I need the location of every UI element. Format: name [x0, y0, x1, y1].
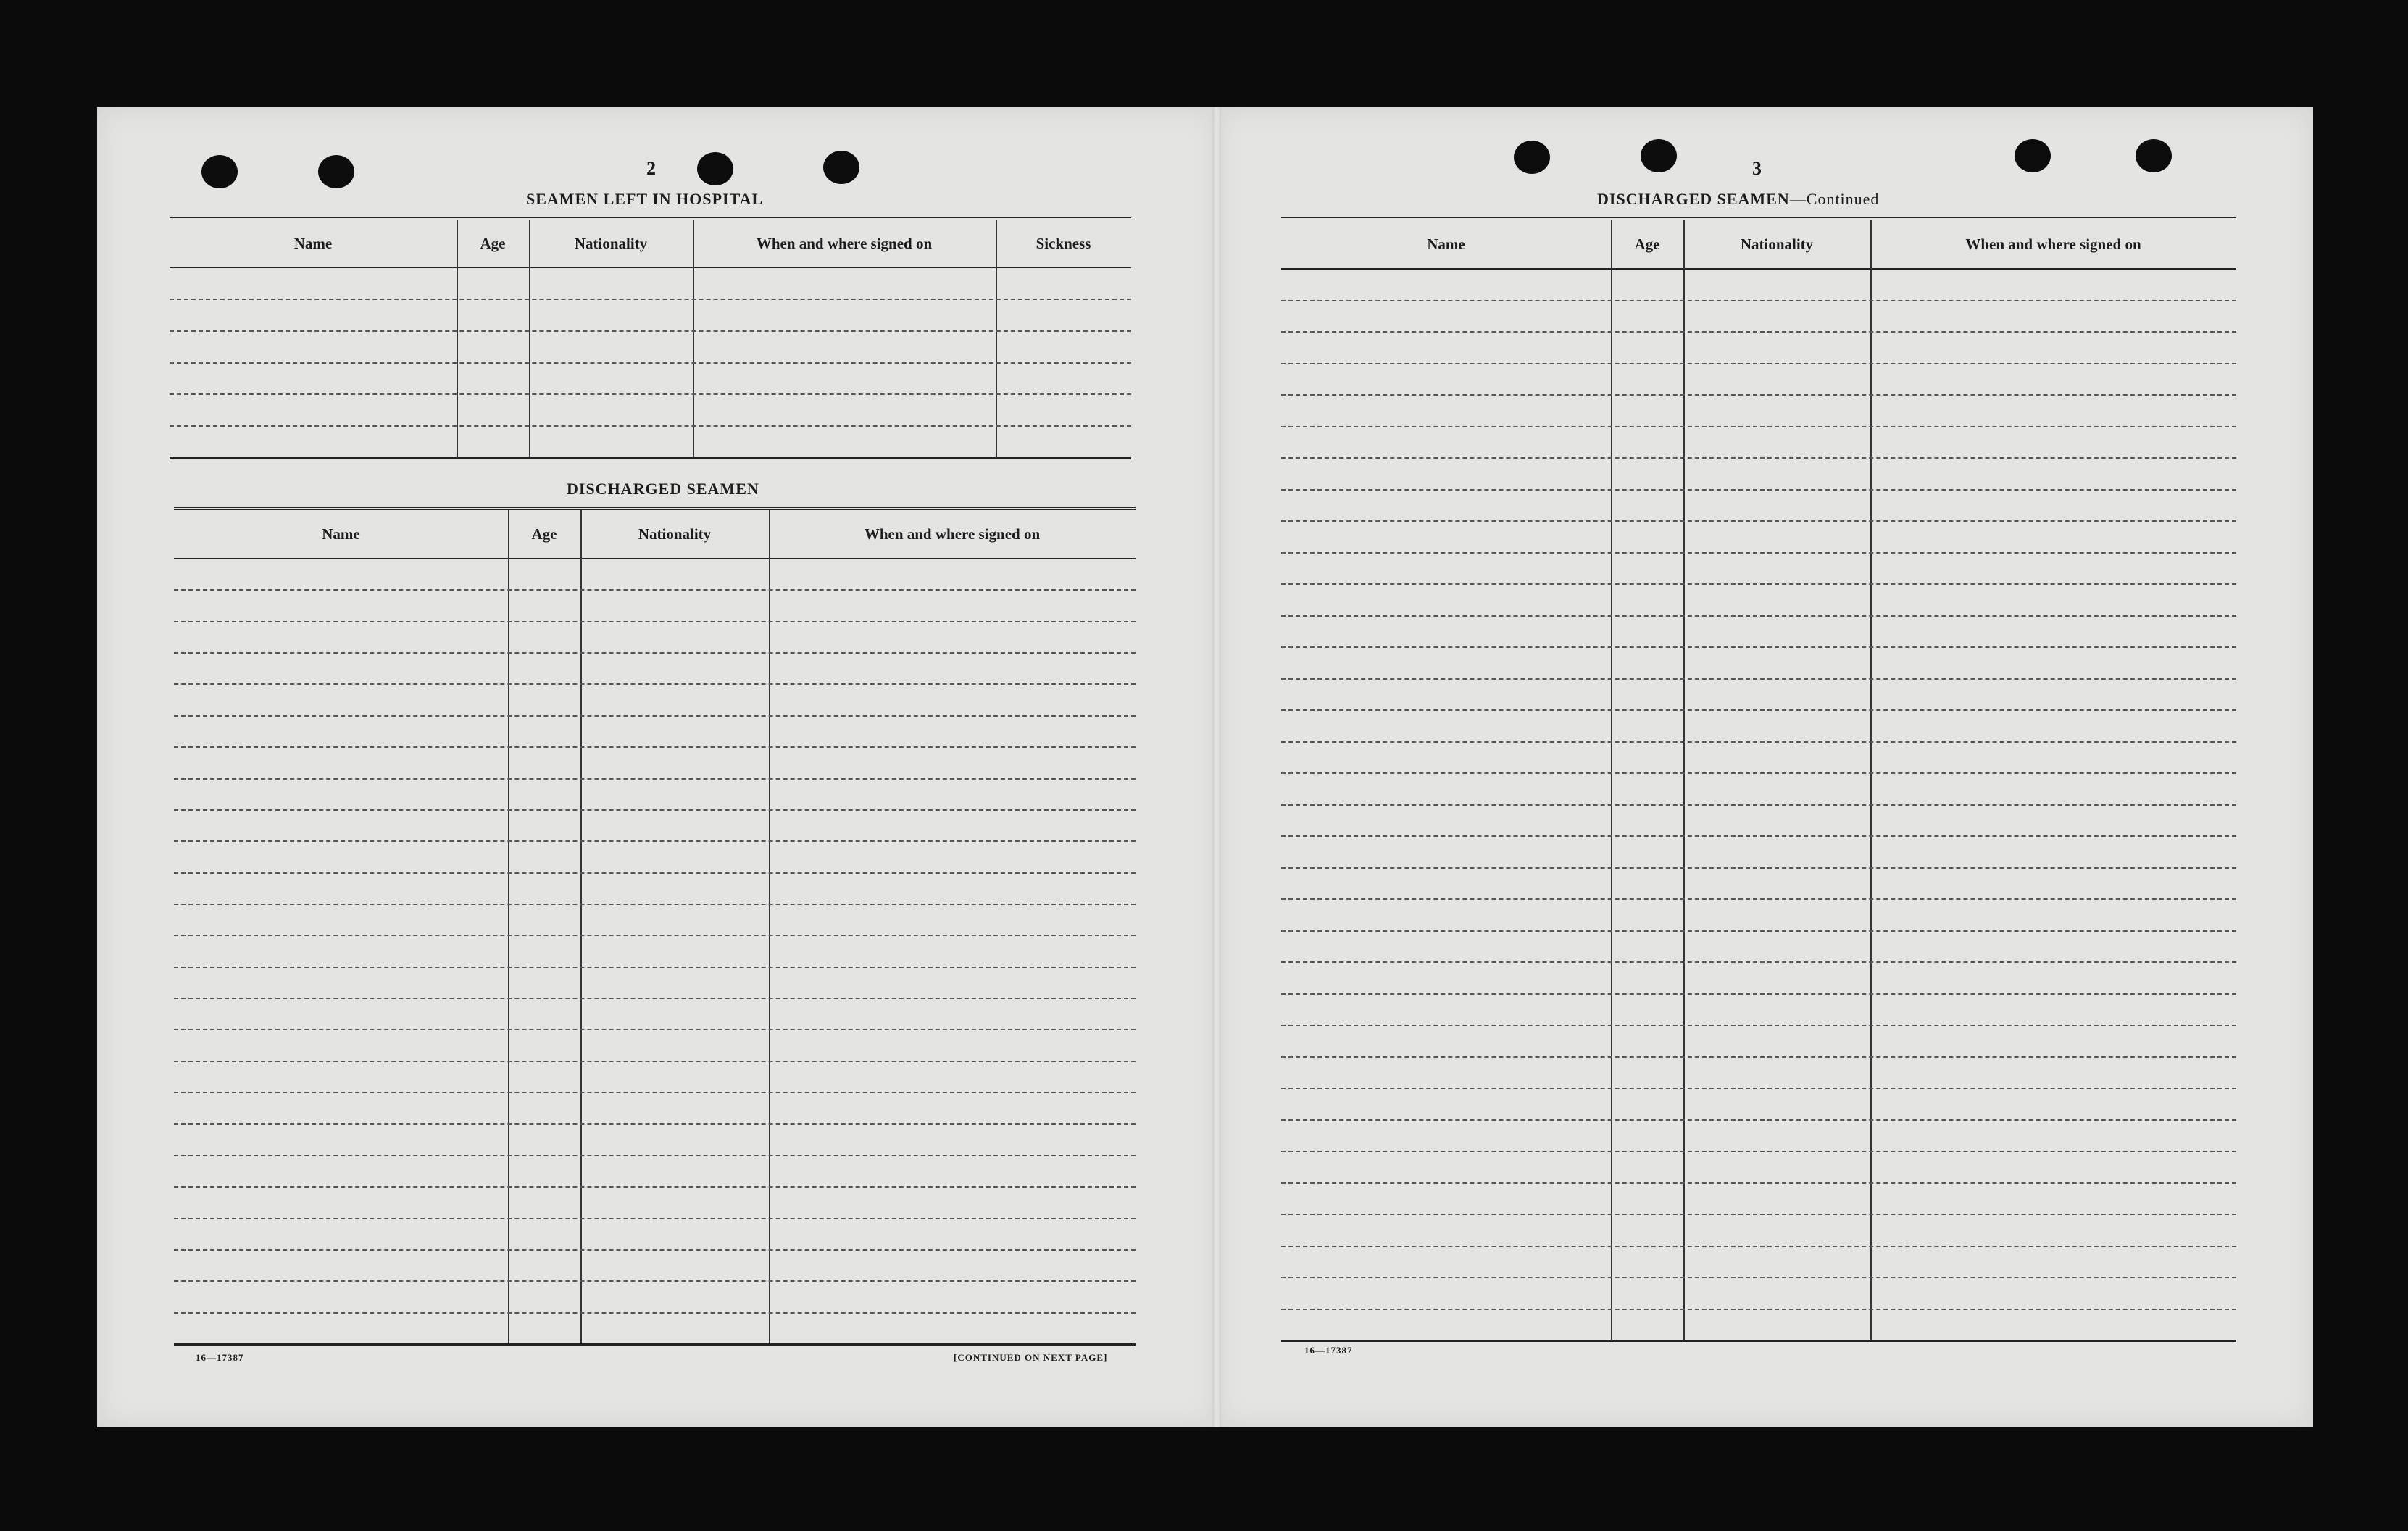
row-rule: [1281, 1246, 2236, 1247]
row-rule: [1281, 457, 2236, 459]
row-rule: [1281, 615, 2236, 617]
column-divider: [457, 220, 458, 457]
row-rule: [1281, 1025, 2236, 1026]
column-divider: [1870, 220, 1872, 1340]
column-divider: [1611, 220, 1612, 1340]
punch-hole: [823, 151, 859, 184]
column-header-name: Name: [322, 525, 360, 543]
continued-note: [CONTINUED ON NEXT PAGE]: [954, 1352, 1108, 1363]
row-rule: [1281, 489, 2236, 491]
row-rule: [1281, 646, 2236, 648]
punch-hole: [2136, 139, 2172, 172]
row-rule: [1281, 1151, 2236, 1152]
row-rule: [1281, 426, 2236, 427]
discharged-continued-title: [1597, 190, 1879, 209]
row-rule: [174, 715, 1136, 717]
row-rule: [1281, 1088, 2236, 1089]
row-rule: [1281, 331, 2236, 333]
row-rule: [174, 1123, 1136, 1125]
column-header-age: Age: [480, 234, 506, 252]
column-header-sickness: Sickness: [1036, 234, 1091, 252]
punch-hole: [2015, 139, 2051, 172]
row-rule: [1281, 1277, 2236, 1278]
section-title-main: DISCHARGED SEAMEN: [1597, 190, 1790, 208]
row-rule: [1281, 520, 2236, 522]
discharged-table-header: [1281, 220, 2236, 270]
row-rule: [1281, 804, 2236, 806]
section-title-suffix: —Continued: [1789, 190, 1880, 208]
row-rule: [1281, 867, 2236, 869]
page-number: 3: [1752, 158, 1762, 179]
column-header-nationality: Nationality: [1740, 235, 1814, 253]
column-header-when-where: When and where signed on: [864, 525, 1041, 543]
form-code: 16—17387: [1304, 1345, 1353, 1356]
page-fold: [1212, 107, 1221, 1427]
row-rule: [174, 1312, 1136, 1314]
column-header-nationality: Nationality: [638, 525, 712, 543]
column-header-nationality: Nationality: [574, 234, 648, 252]
row-rule: [174, 589, 1136, 591]
row-rule: [174, 809, 1136, 811]
column-divider: [996, 220, 997, 457]
row-rule: [1281, 1309, 2236, 1310]
row-rule: [1281, 1214, 2236, 1215]
row-rule: [1281, 1056, 2236, 1058]
discharged-table: [174, 507, 1136, 1346]
row-rule: [1281, 1182, 2236, 1184]
row-rule: [174, 1186, 1136, 1188]
row-rule: [174, 904, 1136, 905]
column-header-when-where: When and where signed on: [756, 234, 933, 252]
row-rule: [174, 778, 1136, 780]
row-rule: [170, 362, 1131, 364]
column-header-name: Name: [1427, 235, 1465, 253]
row-rule: [1281, 993, 2236, 995]
discharged-table: [1281, 217, 2236, 1342]
row-rule: [174, 935, 1136, 936]
column-header-age: Age: [1634, 235, 1660, 253]
row-rule: [1281, 300, 2236, 301]
column-divider: [693, 220, 694, 457]
row-rule: [1281, 678, 2236, 680]
row-rule: [1281, 835, 2236, 837]
row-rule: [174, 1029, 1136, 1030]
row-rule: [1281, 930, 2236, 932]
row-rule: [1281, 741, 2236, 743]
row-rule: [174, 746, 1136, 748]
row-rule: [174, 872, 1136, 874]
row-rule: [1281, 898, 2236, 900]
row-rule: [174, 1092, 1136, 1093]
row-rule: [174, 998, 1136, 999]
row-rule: [1281, 363, 2236, 364]
hospital-table-header: [170, 220, 1131, 268]
form-code: 16—17387: [196, 1352, 244, 1363]
row-rule: [174, 1280, 1136, 1282]
row-rule: [170, 299, 1131, 300]
punch-hole: [697, 152, 733, 185]
punch-hole: [318, 155, 354, 188]
row-rule: [1281, 772, 2236, 774]
row-rule: [174, 1249, 1136, 1251]
punch-hole: [201, 155, 238, 188]
row-rule: [174, 840, 1136, 842]
punch-hole: [1514, 141, 1550, 174]
discharged-section-title: DISCHARGED SEAMEN: [567, 480, 759, 498]
discharged-table-header: [174, 510, 1136, 559]
row-rule: [1281, 394, 2236, 396]
hospital-table: [170, 217, 1131, 459]
hospital-section-title: SEAMEN LEFT IN HOSPITAL: [526, 190, 764, 208]
column-divider: [1683, 220, 1685, 1340]
row-rule: [1281, 552, 2236, 554]
row-rule: [174, 1155, 1136, 1156]
row-rule: [170, 330, 1131, 332]
punch-hole: [1641, 139, 1677, 172]
row-rule: [174, 652, 1136, 654]
row-rule: [174, 683, 1136, 685]
row-rule: [174, 621, 1136, 622]
row-rule: [170, 393, 1131, 395]
column-header-name: Name: [293, 234, 333, 252]
row-rule: [174, 967, 1136, 968]
column-header-when-where: When and where signed on: [1965, 235, 2141, 253]
row-rule: [174, 1061, 1136, 1062]
row-rule: [1281, 961, 2236, 963]
page-number: 2: [646, 158, 657, 179]
column-divider: [529, 220, 530, 457]
row-rule: [1281, 709, 2236, 711]
row-rule: [170, 425, 1131, 427]
row-rule: [1281, 1119, 2236, 1121]
row-rule: [1281, 583, 2236, 585]
row-rule: [174, 1218, 1136, 1219]
column-header-age: Age: [531, 525, 557, 543]
